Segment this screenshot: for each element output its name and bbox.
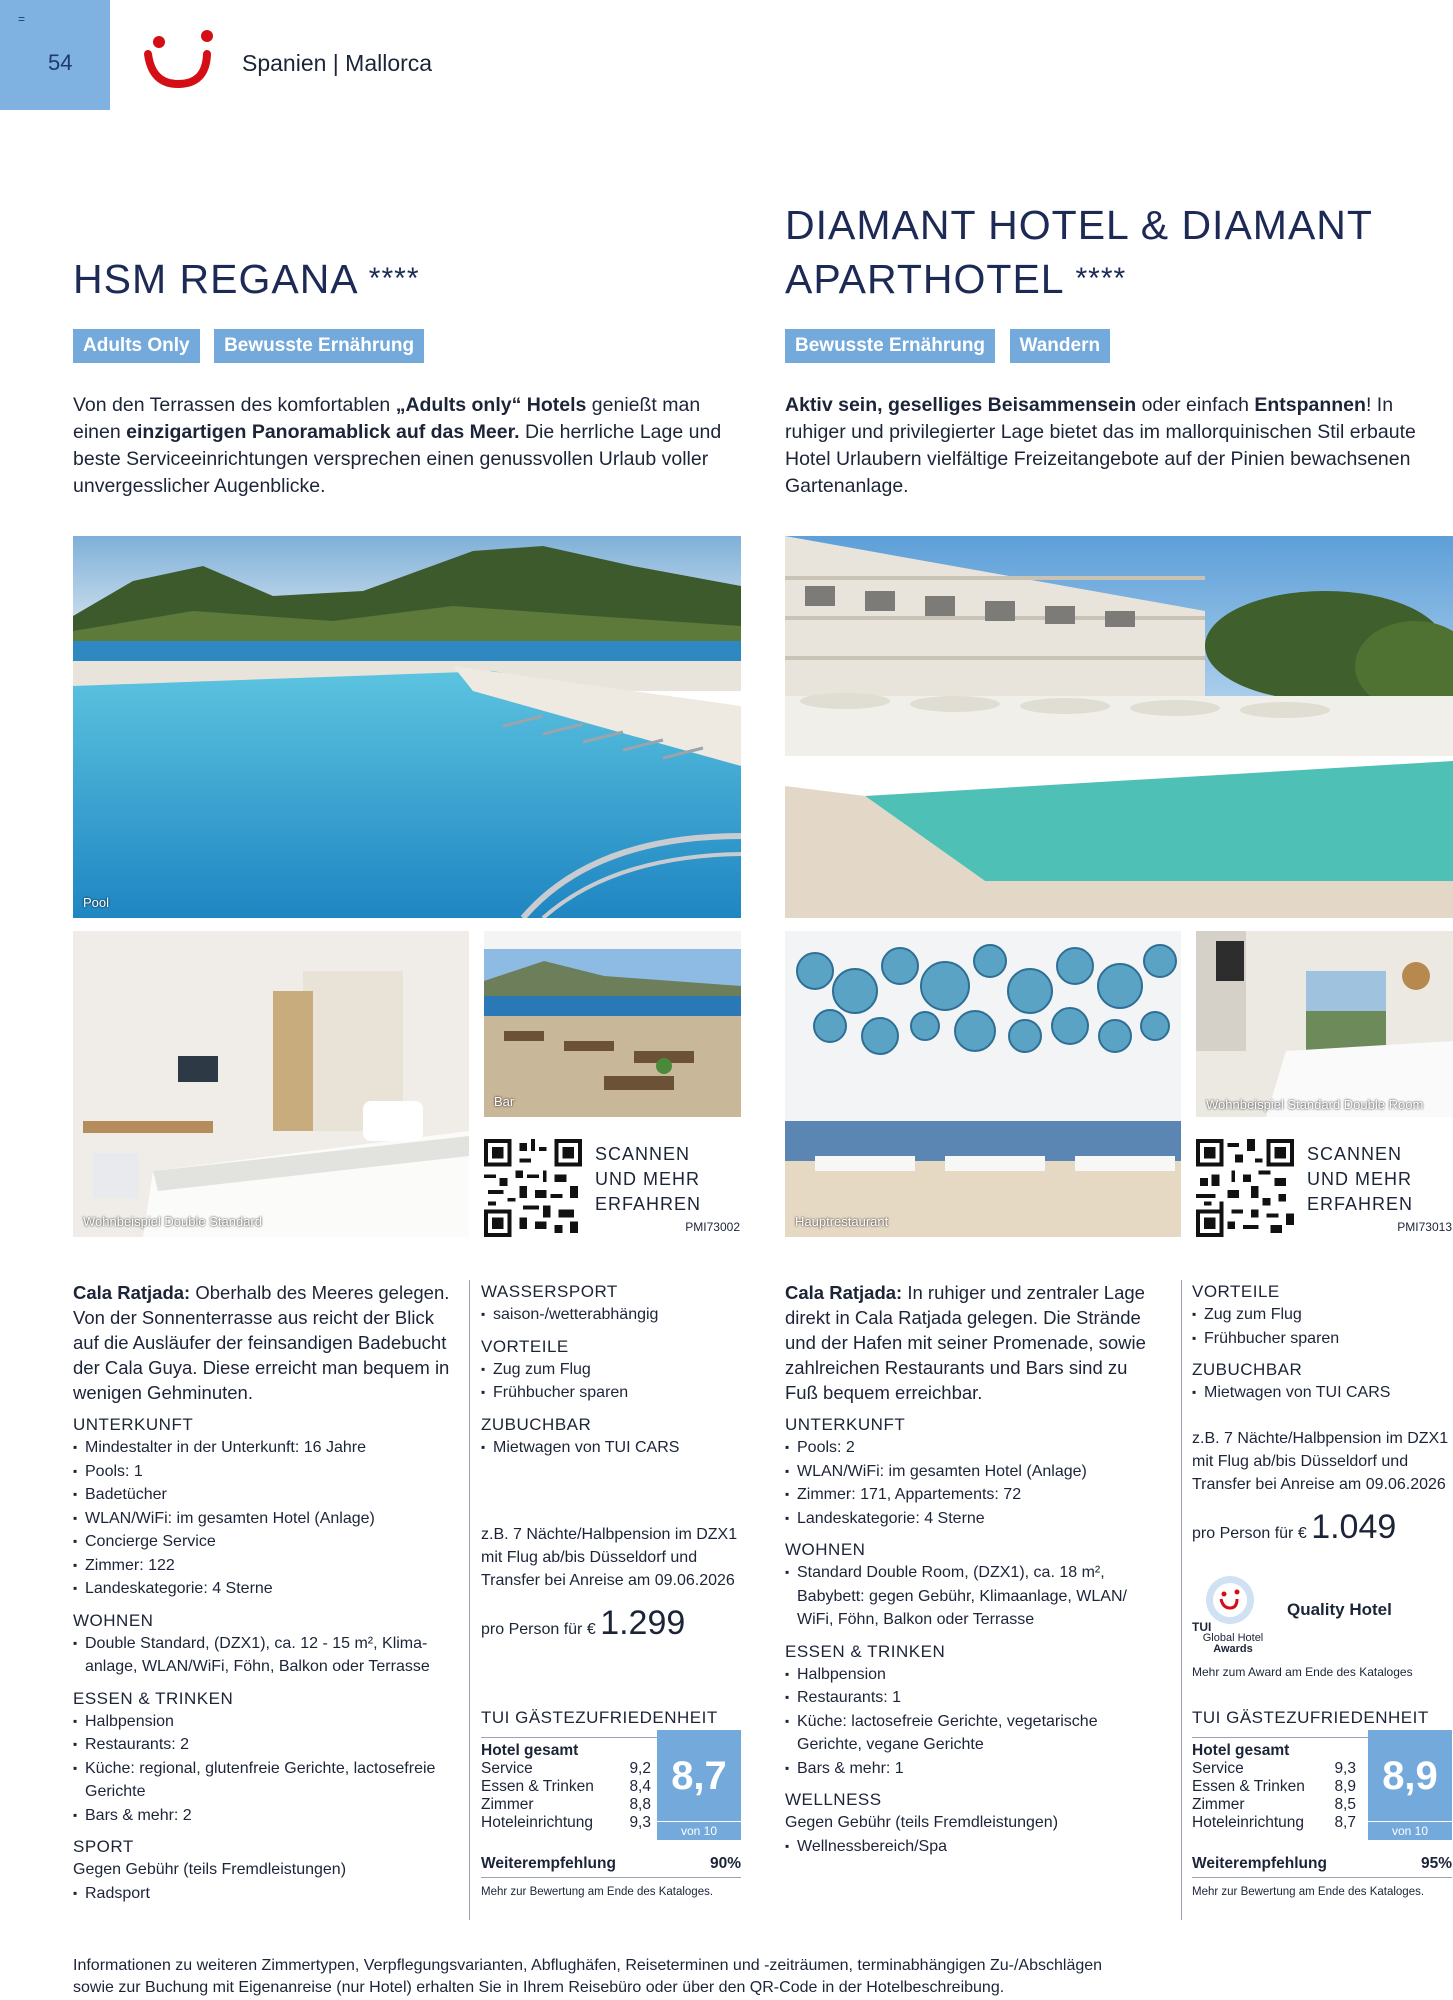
rating-row: Hoteleinrichtung 8,7 — [1192, 1814, 1356, 1831]
wellness-text: Gegen Gebühr (teils Fremdleistungen) — [785, 1814, 1059, 1831]
hotel2-details — [785, 1280, 1160, 1858]
section-heading: WOHNEN — [785, 1540, 866, 1559]
rating-total-label: Hotel gesamt — [481, 1742, 579, 1759]
hotel-code: PMI73002 — [685, 1220, 740, 1234]
rating-row: Service 9,2 — [481, 1760, 651, 1777]
list-item: ▪ Zimmer: 171, Appartements: 72 — [785, 1483, 1160, 1507]
list-item: ▪ Wellnessbereich/Spa — [785, 1835, 1160, 1859]
rating-row: Essen & Trinken 8,4 — [481, 1778, 651, 1795]
sport-text: Gegen Gebühr (teils Fremdleistungen) — [73, 1861, 347, 1878]
list-item: ▪ saison-/wetterabhängig — [481, 1303, 741, 1327]
list-item: ▪ Zug zum Flug — [1192, 1303, 1452, 1327]
score-scale: von 10 — [657, 1821, 741, 1840]
list-item: ▪ Concierge Service — [73, 1530, 458, 1554]
hotel1-name: HSM REGANA — [73, 256, 357, 302]
score-value: 8,7 — [671, 1754, 727, 1798]
rating-row: Zimmer 8,5 — [1192, 1796, 1356, 1813]
list-item: ▪ Restaurants: 2 — [73, 1733, 458, 1757]
rating-heading: TUI GÄSTEZUFRIEDENHEIT — [1192, 1708, 1429, 1727]
award-note: Mehr zum Award am Ende des Kataloges — [1192, 1665, 1413, 1679]
scan-cta: SCANNEN UND MEHR ERFAHREN — [1307, 1144, 1414, 1214]
hotel-pool-photo — [785, 536, 1453, 918]
list-item: ▪ Mietwagen von TUI CARS — [1192, 1381, 1452, 1405]
restaurant-photo — [785, 931, 1181, 1237]
list-item: ▪ WLAN/WiFi: im gesamten Hotel (Anlage) — [73, 1507, 458, 1531]
list-item: ▪ Bars & mehr: 1 — [785, 1757, 1160, 1781]
price-example: z.B. 7 Nächte/Halbpension im DZX1 mit Flug ab/bis Düsseldorf und Transfer bei Anreise am 09.06.2026 — [481, 1526, 738, 1589]
column-divider — [1181, 1280, 1182, 1920]
award-emblem-icon — [1204, 1574, 1256, 1626]
tag-bewusste-ernaehrung: Bewusste Ernährung — [214, 329, 424, 363]
photo-caption: Wohnbeispiel Double Standard — [83, 1214, 262, 1229]
menu-glyph: = — [18, 12, 26, 26]
section-heading: SPORT — [73, 1837, 134, 1856]
rating-heading: TUI GÄSTEZUFRIEDENHEIT — [481, 1708, 718, 1727]
location-text: Cala Ratjada: Oberhalb des Meeres gelegen. Von der Sonnenterrasse aus reicht der Blick auf die Ausläufer der feinsandigen Badebucht der Cala Guya. Diese erreicht man bequem in wenigen Gehminuten. — [73, 1282, 450, 1403]
qr-code[interactable] — [484, 1139, 582, 1237]
list-item: ▪ Radsport — [73, 1882, 458, 1906]
location-text: Cala Ratjada: In ruhiger und zentraler Lage direkt in Cala Ratjada gelegen. Die Strände und der Hafen mit seiner Promenade, sowie zahlreichen Restaurants und Bars sind zu Fuß bequem erreichbar. — [785, 1282, 1146, 1403]
list-item: ▪ Zug zum Flug — [481, 1358, 741, 1382]
footer-note: Informationen zu weiteren Zimmertypen, Verpflegungsvarianten, Abflughäfen, Reiseterminen und -zeiträumen, terminabhängigen Zu-/Abschlägen sowie zur Buchung mit Eigenanreise (nur Hotel) erhalten Sie in Ihrem Reisebüro oder über den QR-Code in der Hotelbeschreibung. — [73, 1957, 1103, 1996]
pool-photo — [73, 536, 741, 918]
award-name-line1: Global Hotel — [1202, 1632, 1264, 1644]
hotel1-details — [73, 1280, 458, 1905]
photo-caption: Bar — [494, 1094, 515, 1109]
hotel1-title — [73, 252, 420, 306]
list-item: ▪ Mindestalter in der Unterkunft: 16 Jahre — [73, 1436, 458, 1460]
page-number-box — [0, 0, 110, 110]
rating-total-label: Hotel gesamt — [1192, 1742, 1290, 1759]
price-value: 1.049 — [1311, 1508, 1397, 1546]
score-scale: von 10 — [1368, 1821, 1452, 1840]
hotel2-side — [1192, 1280, 1452, 1405]
hotel-code: PMI73013 — [1397, 1220, 1452, 1234]
photo-caption: Hauptrestaurant — [795, 1214, 889, 1229]
list-item: ▪ Frühbucher sparen — [481, 1381, 741, 1405]
list-item: ▪ Bars & mehr: 2 — [73, 1804, 458, 1828]
score-badge — [1368, 1730, 1452, 1840]
list-item: ▪ Pools: 2 — [785, 1436, 1160, 1460]
award-brand: TUI — [1192, 1620, 1212, 1634]
section-heading: UNTERKUNFT — [73, 1415, 194, 1434]
price-line: pro Person für € 1.299 — [481, 1604, 686, 1642]
room-photo — [1196, 931, 1453, 1117]
section-heading: WOHNEN — [73, 1610, 154, 1630]
list-item: ▪ Mietwagen von TUI CARS — [481, 1436, 741, 1460]
list-item: ▪ Landeskategorie: 4 Sterne — [785, 1507, 1160, 1531]
list-item: ▪ Frühbucher sparen — [1192, 1327, 1452, 1351]
bar-photo — [484, 931, 741, 1117]
score-badge — [657, 1730, 741, 1840]
scan-cta: SCANNEN UND MEHR ERFAHREN — [595, 1144, 702, 1214]
section-heading: ZUBUCHBAR — [1192, 1360, 1303, 1379]
qr-code[interactable] — [1196, 1139, 1294, 1237]
photo-caption: Wohnbeispiel Standard Double Room — [1206, 1097, 1424, 1112]
tag-wandern: Wandern — [1010, 329, 1111, 363]
tag-adults-only: Adults Only — [73, 329, 200, 363]
photo-caption: Pool — [83, 895, 110, 910]
hotel1-intro: Von den Terrassen des komfortablen „Adults only“ Hotels genießt man einen einzigartigen Panoramablick auf das Meer. Die herrliche Lage und beste Serviceeinrichtungen versprechen einen genussvollen Urlaub voller unvergesslicher Augenblicke. — [73, 394, 722, 497]
price-line: pro Person für € 1.049 — [1192, 1508, 1397, 1546]
rating-section — [1192, 1706, 1452, 1898]
hotel1-stars: **** — [368, 262, 420, 295]
list-item: ▪ Landeskategorie: 4 Sterne — [73, 1577, 458, 1601]
award-badge — [1192, 1572, 1452, 1662]
hotel2-intro: Aktiv sein, geselliges Beisammensein oder einfach Entspannen! In ruhiger und privilegierter Lage bietet das im mallorquinischen Stil erbaute Hotel Urlaubern vielfältige Freizeitangebote auf der Pinien bewachsenen Gartenanlage. — [785, 394, 1416, 497]
rating-note: Mehr zur Bewertung am Ende des Kataloges. — [481, 1886, 714, 1898]
recommendation-row: Weiterempfehlung 90% — [481, 1855, 741, 1878]
list-item: ▪ Küche: lactosefreie Gerichte, vegetarische Gerichte, vegane Gerichte — [785, 1710, 1160, 1757]
rating-row: Service 9,3 — [1192, 1760, 1356, 1777]
list-item: ▪ Double Standard, (DZX1), ca. 12 - 15 m², Klima-anlage, WLAN/WiFi, Föhn, Balkon oder Terrasse — [73, 1632, 458, 1679]
award-name-line2: Awards — [1213, 1643, 1253, 1655]
hotel2-name-line2: APARTHOTEL — [785, 256, 1064, 302]
list-item: ▪ Restaurants: 1 — [785, 1686, 1160, 1710]
section-heading: WASSERSPORT — [481, 1282, 618, 1301]
hotel1-tags — [73, 329, 434, 363]
list-item: ▪ Küche: regional, glutenfreie Gerichte, lactosefreie Gerichte — [73, 1757, 458, 1804]
recommendation-row: Weiterempfehlung 95% — [1192, 1855, 1452, 1878]
award-title: Quality Hotel — [1287, 1600, 1392, 1619]
list-item: ▪ Zimmer: 122 — [73, 1554, 458, 1578]
section-heading: VORTEILE — [1192, 1282, 1280, 1301]
hotel2-tags — [785, 329, 1120, 363]
room-photo — [73, 931, 469, 1237]
section-heading: UNTERKUNFT — [785, 1415, 906, 1434]
rating-row: Zimmer 8,8 — [481, 1796, 651, 1813]
rating-note: Mehr zur Bewertung am Ende des Kataloges. — [1192, 1886, 1425, 1898]
rating-section — [481, 1706, 741, 1898]
tag-bewusste-ernaehrung: Bewusste Ernährung — [785, 329, 995, 363]
list-item: ▪ Halbpension — [73, 1710, 458, 1734]
breadcrumb: Spanien | Mallorca — [242, 50, 433, 76]
hotel1-side — [481, 1280, 741, 1459]
list-item: ▪ Halbpension — [785, 1663, 1160, 1687]
column-divider — [469, 1280, 470, 1920]
hotel2-title — [785, 198, 1373, 306]
list-item: ▪ Pools: 1 — [73, 1460, 458, 1484]
section-heading: ESSEN & TRINKEN — [785, 1641, 946, 1661]
page-number: 54 — [48, 50, 73, 75]
hotel2-name-line1: DIAMANT HOTEL & DIAMANT — [785, 202, 1373, 248]
section-heading: ZUBUCHBAR — [481, 1414, 592, 1434]
price-example: z.B. 7 Nächte/Halbpension im DZX1 mit Flug ab/bis Düsseldorf und Transfer bei Anreise am 09.06.2026 — [1192, 1430, 1449, 1493]
hotel2-stars: **** — [1075, 262, 1127, 295]
list-item: ▪ Badetücher — [73, 1483, 458, 1507]
list-item: ▪ Standard Double Room, (DZX1), ca. 18 m², Babybett: gegen Gebühr, Klimaanlage, WLAN/ WiFi, Föhn, Balkon oder Terrasse — [785, 1561, 1160, 1632]
rating-row: Essen & Trinken 8,9 — [1192, 1778, 1356, 1795]
section-heading: WELLNESS — [785, 1790, 882, 1809]
tui-logo — [140, 28, 220, 90]
section-heading: ESSEN & TRINKEN — [73, 1688, 234, 1708]
section-heading: VORTEILE — [481, 1336, 569, 1356]
price-value: 1.299 — [600, 1604, 686, 1642]
list-item: ▪ WLAN/WiFi: im gesamten Hotel (Anlage) — [785, 1460, 1160, 1484]
score-value: 8,9 — [1382, 1754, 1438, 1798]
rating-row: Hoteleinrichtung 9,3 — [481, 1814, 651, 1831]
